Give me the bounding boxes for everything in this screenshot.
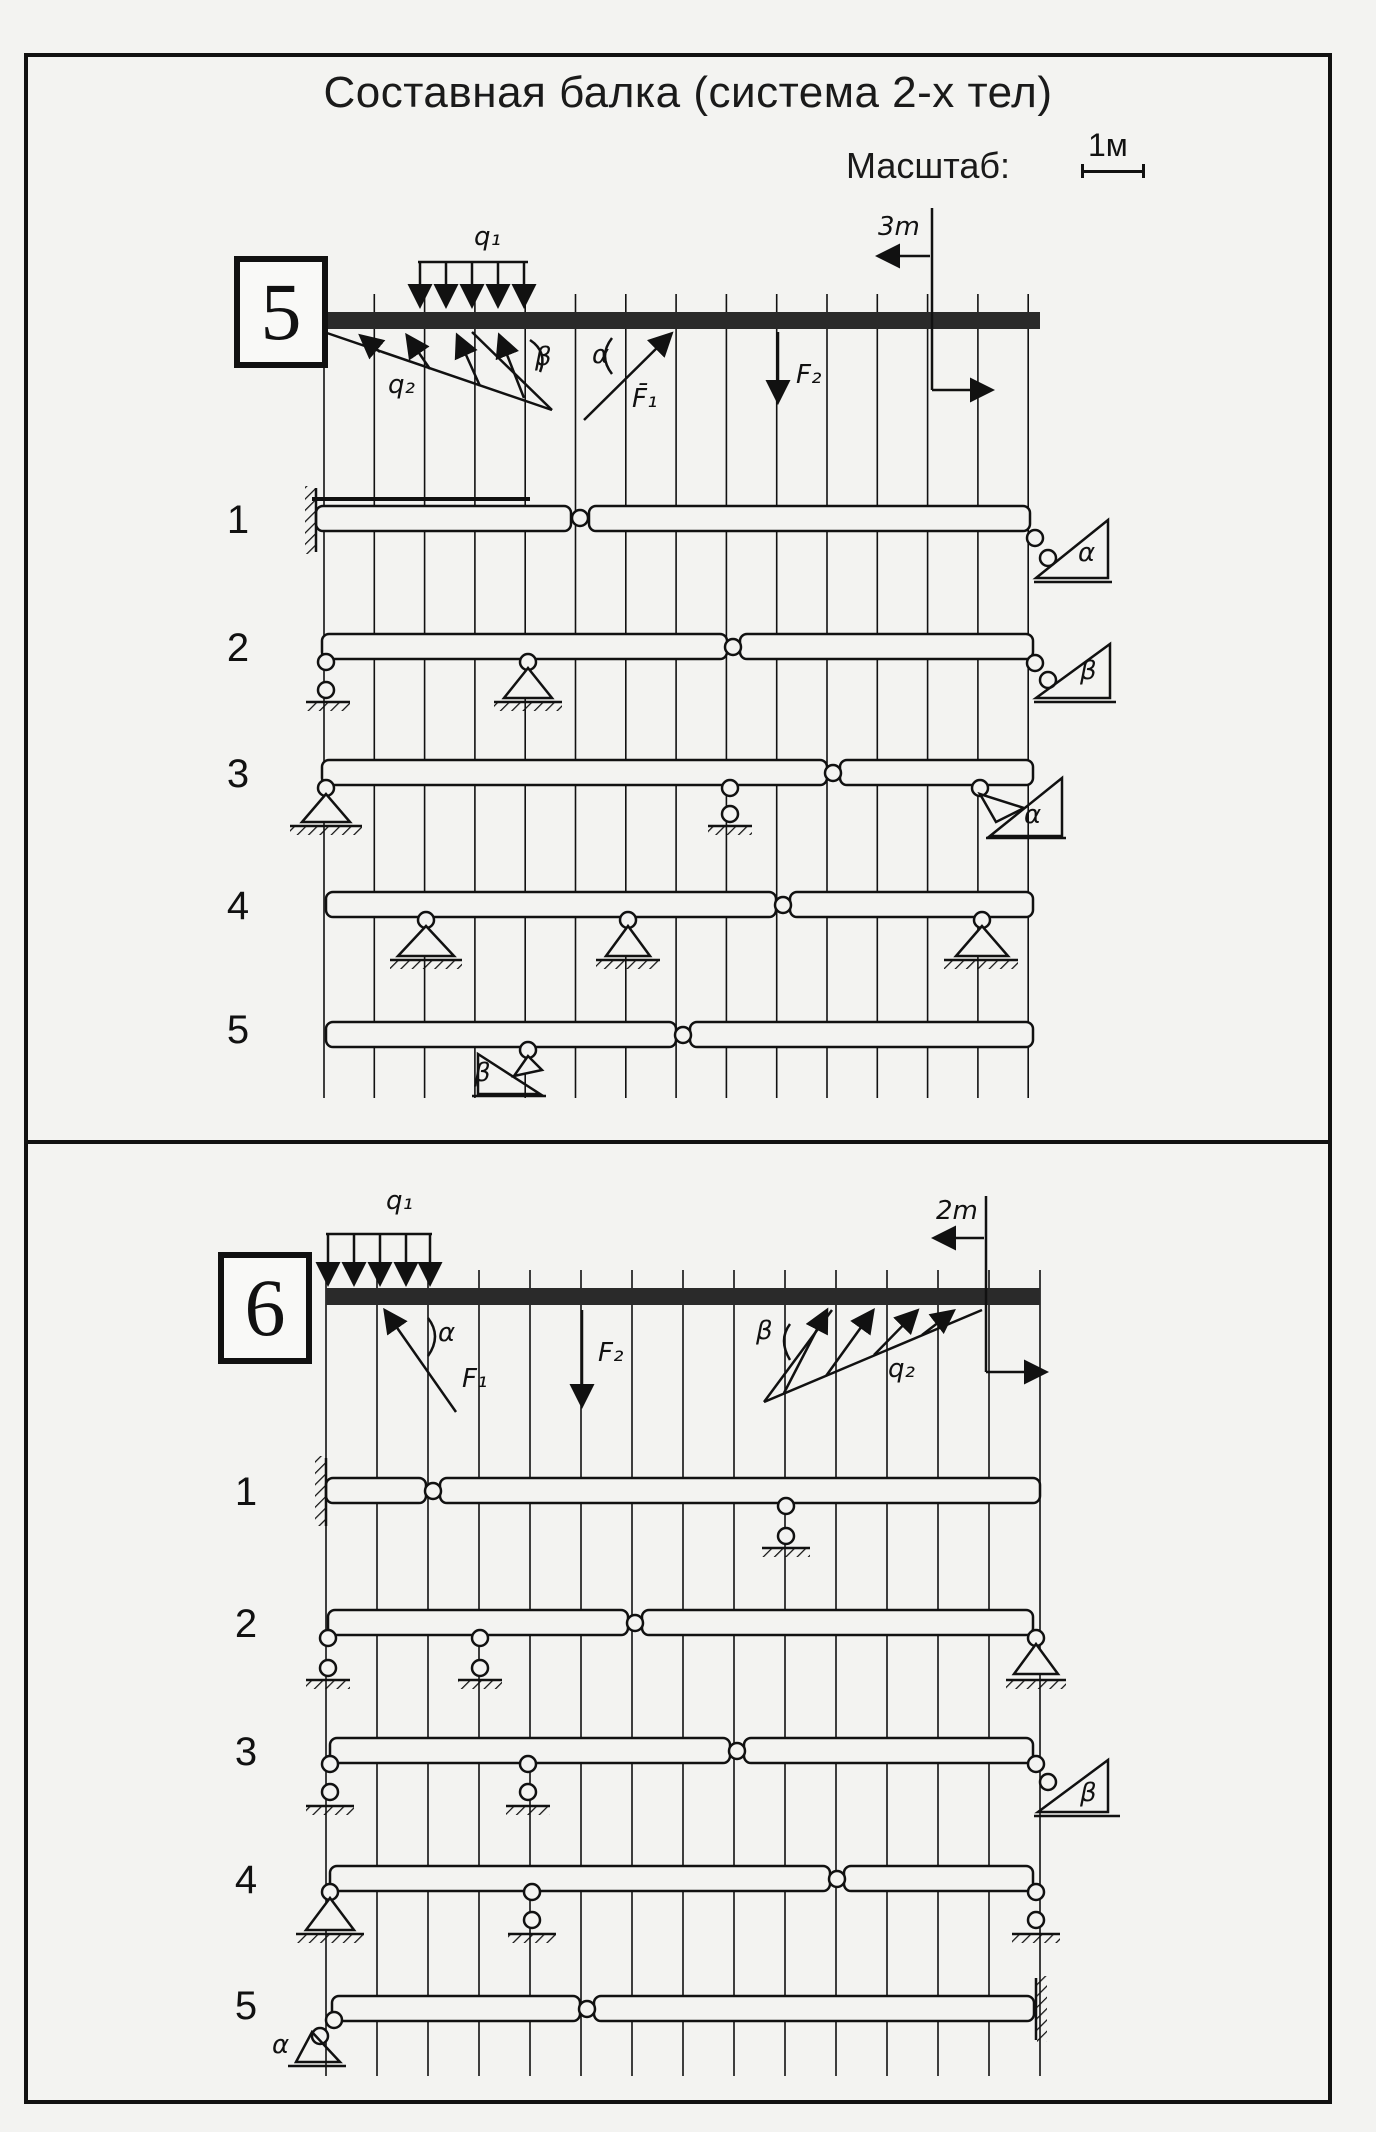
- f1-label-5: F̄₁: [632, 384, 658, 414]
- variant-label-6-4: 4: [234, 1858, 258, 1902]
- beta-label-6: β: [756, 1316, 773, 1346]
- q1-label-5: q₁: [474, 222, 501, 252]
- alpha-label-6: α: [438, 1318, 456, 1348]
- variant-label-5-2: 2: [226, 626, 250, 670]
- alpha-label-5-v1: α: [1078, 538, 1096, 568]
- variant-5-2: [306, 634, 1116, 711]
- q2-label-6: q₂: [888, 1354, 915, 1384]
- distance-label-5: 3m: [878, 212, 920, 242]
- variant-label-6-2: 2: [234, 1602, 258, 1646]
- beta-label-5-v5: β: [474, 1058, 491, 1088]
- variant-6-1: [315, 1456, 1040, 1557]
- beta-label-5: β: [535, 342, 552, 372]
- variant-label-5-5: 5: [226, 1008, 250, 1052]
- f1-label-6: F₁: [462, 1364, 488, 1394]
- f2-label-6: F₂: [598, 1338, 624, 1368]
- q2-load-5: [324, 332, 552, 410]
- f2-label-5: F₂: [796, 360, 822, 390]
- problem-number-6: 6: [218, 1252, 312, 1364]
- variant-label-6-3: 3: [234, 1730, 258, 1774]
- problem-number-5: 5: [234, 256, 328, 368]
- variant-label-6-1: 1: [234, 1470, 258, 1514]
- scale-bar: [1082, 170, 1144, 173]
- page-title: Составная балка (система 2-х тел): [323, 68, 1053, 117]
- alpha-label-5-v3: α: [1024, 800, 1042, 830]
- q2-load-6: [764, 1310, 982, 1402]
- variant-label-6-5: 5: [234, 1984, 258, 2028]
- variant-5-3: [290, 760, 1066, 838]
- scale-label: Масштаб:: [846, 145, 1011, 186]
- panel-5-frame: [26, 55, 1330, 1142]
- variant-label-5-3: 3: [226, 752, 250, 796]
- beta-label-6-v3: β: [1080, 1778, 1097, 1808]
- q1-load-5: [418, 262, 528, 304]
- beta-label-5-v2: β: [1080, 656, 1097, 686]
- grid-panel-5: [324, 294, 1028, 1098]
- variant-label-5-1: 1: [226, 498, 250, 542]
- variant-6-4: [296, 1866, 1060, 1943]
- scale-unit: 1м: [1088, 127, 1128, 163]
- variant-6-5: [288, 1976, 1047, 2066]
- alpha-label-5: α: [592, 340, 610, 370]
- grid-panel-6: [326, 1270, 1040, 2076]
- variant-5-1: [305, 486, 1112, 582]
- variant-6-2: [306, 1610, 1066, 1689]
- q1-label-6: q₁: [386, 1186, 413, 1216]
- q1-load-6: [326, 1234, 432, 1282]
- load-beam-6: [326, 1288, 1040, 1305]
- variant-label-5-4: 4: [226, 884, 250, 928]
- alpha-label-6-v5: α: [272, 2030, 290, 2060]
- distance-label-6: 2m: [936, 1196, 978, 1226]
- q2-label-5: q₂: [388, 370, 415, 400]
